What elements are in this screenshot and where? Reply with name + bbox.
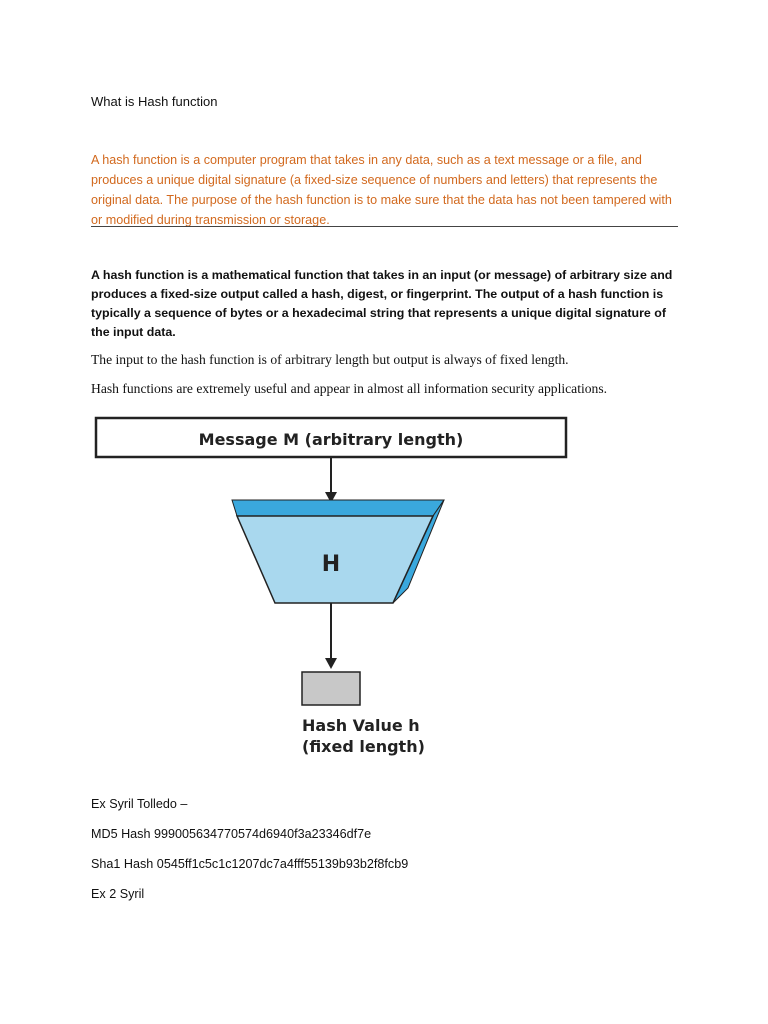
usefulness-statement: Hash functions are extremely useful and appear in almost all information security applications. [91, 381, 608, 396]
function-label: H [321, 552, 341, 577]
example-1-heading: Ex Syril Tolledo – [91, 797, 188, 811]
output-arrow-head [325, 658, 337, 669]
hash-value-label: Hash Value h [302, 716, 420, 735]
document-heading: What is Hash function [91, 94, 218, 109]
md5-hash-line: MD5 Hash 999005634770574d6940f3a23346df7e [91, 827, 372, 841]
definition-paragraph: A hash function is a mathematical function that takes in an input (or message) of arbitrary size and produces a fixed-size output called a hash, digest, or fingerprint. The output of a hash function is typically a sequence of bytes or a hexadecimal string that represents a unique digital signature of the input data. [91, 268, 673, 339]
fixed-length-label: (fixed length) [302, 737, 425, 756]
example-2-heading: Ex 2 Syril [91, 887, 145, 901]
hash-function-diagram [90, 414, 580, 764]
input-output-statement: The input to the hash function is of arbitrary length but output is always of fixed length. [91, 352, 569, 367]
horizontal-divider [91, 226, 678, 227]
hash-output-box [302, 672, 360, 705]
funnel-top-face [232, 500, 444, 516]
message-label: Message M (arbitrary length) [198, 430, 464, 449]
highlighted-definition: A hash function is a computer program that takes in any data, such as a text message or a file, and produces a unique digital signature (a fixed-size sequence of numbers and letters) that represents the original data. The purpose of the hash function is to make sure that the data has not been tampered with or modified during transmission or storage. [91, 153, 672, 227]
sha1-hash-line: Sha1 Hash 0545ff1c5c1c1207dc7a4fff55139b93b2f8fcb9 [91, 857, 409, 871]
